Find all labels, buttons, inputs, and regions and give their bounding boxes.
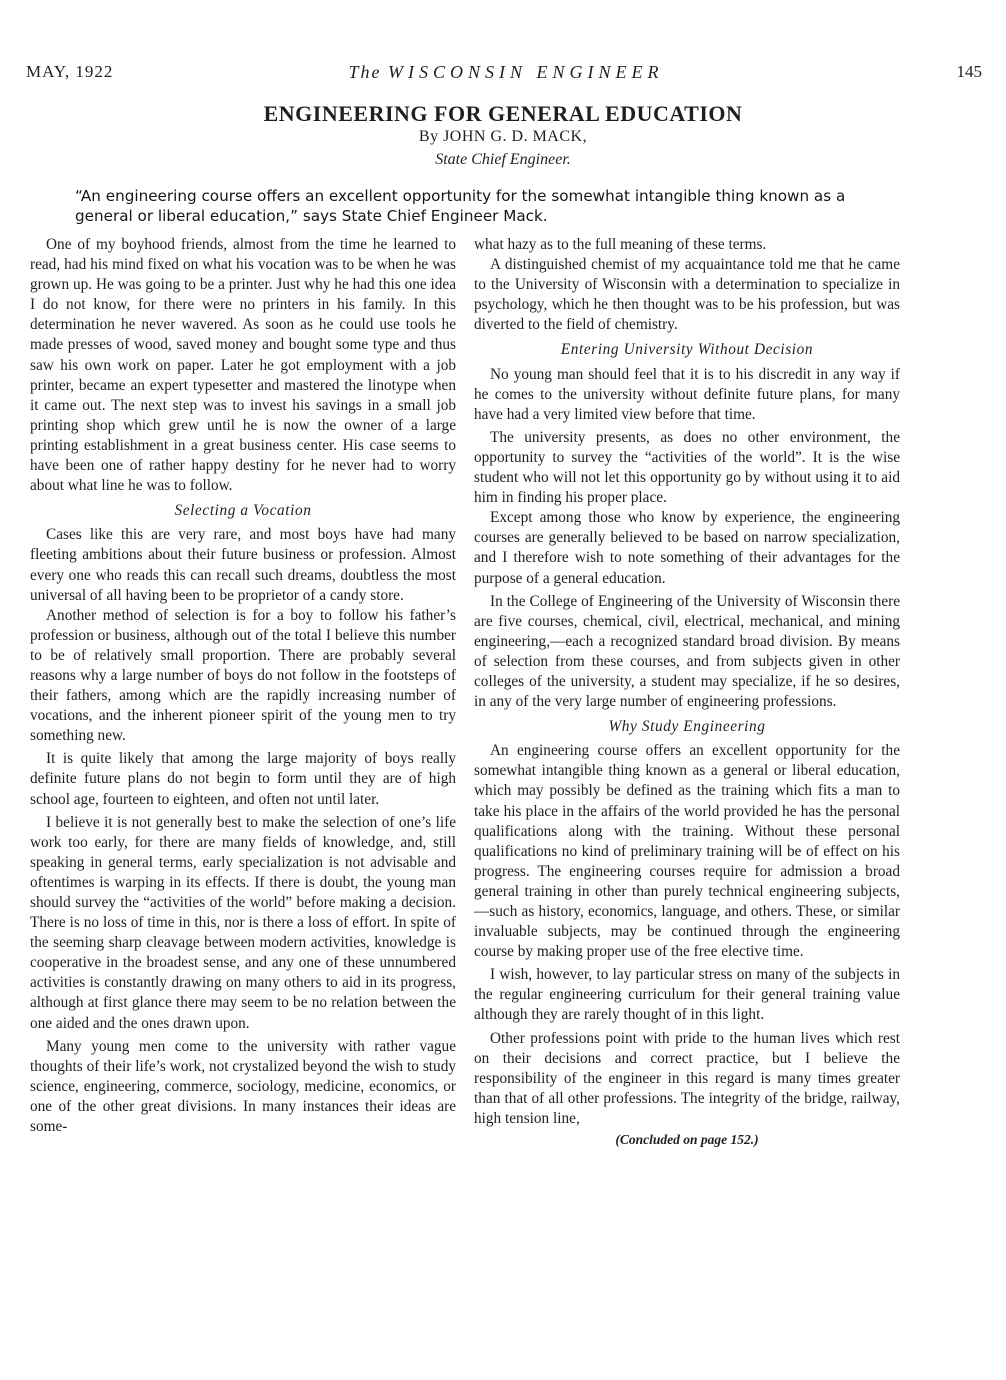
journal-title-name: WISCONSIN ENGINEER bbox=[388, 62, 664, 82]
paragraph: No young man should feel that it is to his discredit in any way if he comes to the university without definite future plans, for many have had a very limited view before that time. bbox=[474, 365, 900, 423]
paragraph-continued: what hazy as to the full meaning of these terms. bbox=[474, 236, 767, 253]
paragraph: One of my boyhood friends, almost from the time he learned to read, had his mind fixed on what his vocation was to be when he was grown up. He was going to be a printer. Just why he had this one idea I do not know, for there were no printers in his family. In this determination he never wavered. As soon as he could use tools he made presses of wood, saved money and bought some type and thus saw his own work on paper. Later he got employment with a job printer, became an expert typesetter and mastered the linotype when it came out. The next step was to invest his savings in a small job printing shop which grew until he is now the owner of a large printing establishment in a great business center. His case seems to have been one of rather happy destiny for he never had to worry about what line he was to follow. bbox=[30, 236, 456, 495]
running-head bbox=[26, 62, 986, 86]
article-title: ENGINEERING FOR GENERAL EDUCATION bbox=[263, 101, 743, 126]
paragraph: A distinguished chemist of my acquaintance told me that he came to the University of Wisconsin with a determination to specialize in psychology, which he then thought was to be his profession, but was diverted to the field of chemistry. bbox=[474, 256, 900, 334]
paragraph: Except among those who know by experience, the engineering courses are generally believed to be based on narrow specialization, and I therefore wish to note something of their advantages for the purpose of a general education. bbox=[474, 509, 900, 587]
pull-quote: “An engineering course offers an excellent opportunity for the somewhat intangible thing known as a general or liberal education,” says State Chief Engineer Mack. bbox=[75, 187, 846, 225]
continuation-note: (Concluded on page 152.) bbox=[615, 1132, 759, 1148]
paragraph: Another method of selection is for a boy to follow his father’s profession or business, although out of the total I believe this number to be of relatively small proportion. There are probably several reasons why a large number of boys do not follow in the footsteps of their fathers, among which are the rapidly increasing number of vocations, and the inherent pioneer spirit of the young men to try something new. bbox=[30, 606, 456, 745]
issue-date: MAY, 1922 bbox=[26, 62, 114, 81]
paragraph: The university presents, as does no other environment, the opportunity to survey the “activities of the world”. It is the wise student who will not let this opportunity go by without using it to aid him in finding his proper place. bbox=[474, 428, 900, 507]
author-title: State Chief Engineer. bbox=[435, 151, 571, 168]
section-heading: Why Study Engineering bbox=[608, 718, 766, 736]
section-heading: Selecting a Vocation bbox=[174, 502, 312, 520]
paragraph: I believe it is not generally best to make the selection of one’s life work too early, for there are many fields of knowledge, and, still speaking in general terms, early specialization is not advisable and oftentimes is warping in its effects. If there is doubt, the young man should survey the “activities of the world” before making a decision. There is no loss of time in this, nor is there a loss of effort. In spite of the seeming sharp cleavage between modern activities, knowledge is cooperative in the broadest sense, and any one of these unnumbered activities is constantly drawing on many others to aid in its progress, although at first glance there may seem to be no relation between the one aided and the ones drawn upon. bbox=[30, 813, 456, 1032]
right-column bbox=[474, 235, 900, 1150]
journal-title bbox=[26, 62, 986, 83]
paragraph: In the College of Engineering of the University of Wisconsin there are five courses, chemical, civil, electrical, mechanical, and mining engineering,—each a recognized standard broad division. By means of selection from these courses, and from subjects given in other colleges of the university, a student may specialize, if he so desires, in any of the very large number of engineering professions. bbox=[474, 592, 900, 711]
paragraph: Cases like this are very rare, and most boys have had many fleeting ambitions about their future business or profession. Almost every one who reads this can recall such dreams, doubtless the most universal of all having been to be proprietor of a candy store. bbox=[30, 526, 456, 604]
paragraph: I wish, however, to lay particular stress on many of the subjects in the regular engineering curriculum for their general training value although they are rarely thought of in this light. bbox=[474, 966, 900, 1024]
page-number: 145 bbox=[956, 62, 982, 81]
paragraph: It is quite likely that among the large majority of boys really definite future plans do not begin to form until they are of high school age, fourteen to eighteen, and often not until later. bbox=[30, 750, 456, 808]
paragraph: Many young men come to the university with rather vague thoughts of their life’s work, not crystalized beyond the wish to study science, engineering, commerce, sociology, medicine, economics, or one of the other great divisions. In many instances their ideas are some- bbox=[30, 1037, 456, 1136]
journal-title-prefix: The bbox=[348, 62, 382, 82]
left-column bbox=[30, 235, 456, 1137]
paragraph: Other professions point with pride to the human lives which rest on their decisions and correct practice, but I believe the responsibility of the engineer in this regard is many times greater than that of all other professions. The integrity of the bridge, railway, high tension line, bbox=[474, 1029, 900, 1127]
paragraph: An engineering course offers an excellent opportunity for the somewhat intangible thing known as a general or liberal education, which may possibly be defined as the training which fits a man to take his place in the affairs of the world provided he has the personal qualifications along with the training. Without these personal qualifications no kind of preliminary training will be of effect on his progress. The engineering courses require for admission a broad general training in other than purely technical engineering subjects,—such as history, economics, language, and others. These, or similar invaluable subjects, may be continued through the engineering course by making proper use of the free elective time. bbox=[474, 742, 900, 961]
section-heading: Entering University Without Decision bbox=[560, 341, 814, 359]
article-byline: By JOHN G. D. MACK, bbox=[418, 128, 588, 145]
